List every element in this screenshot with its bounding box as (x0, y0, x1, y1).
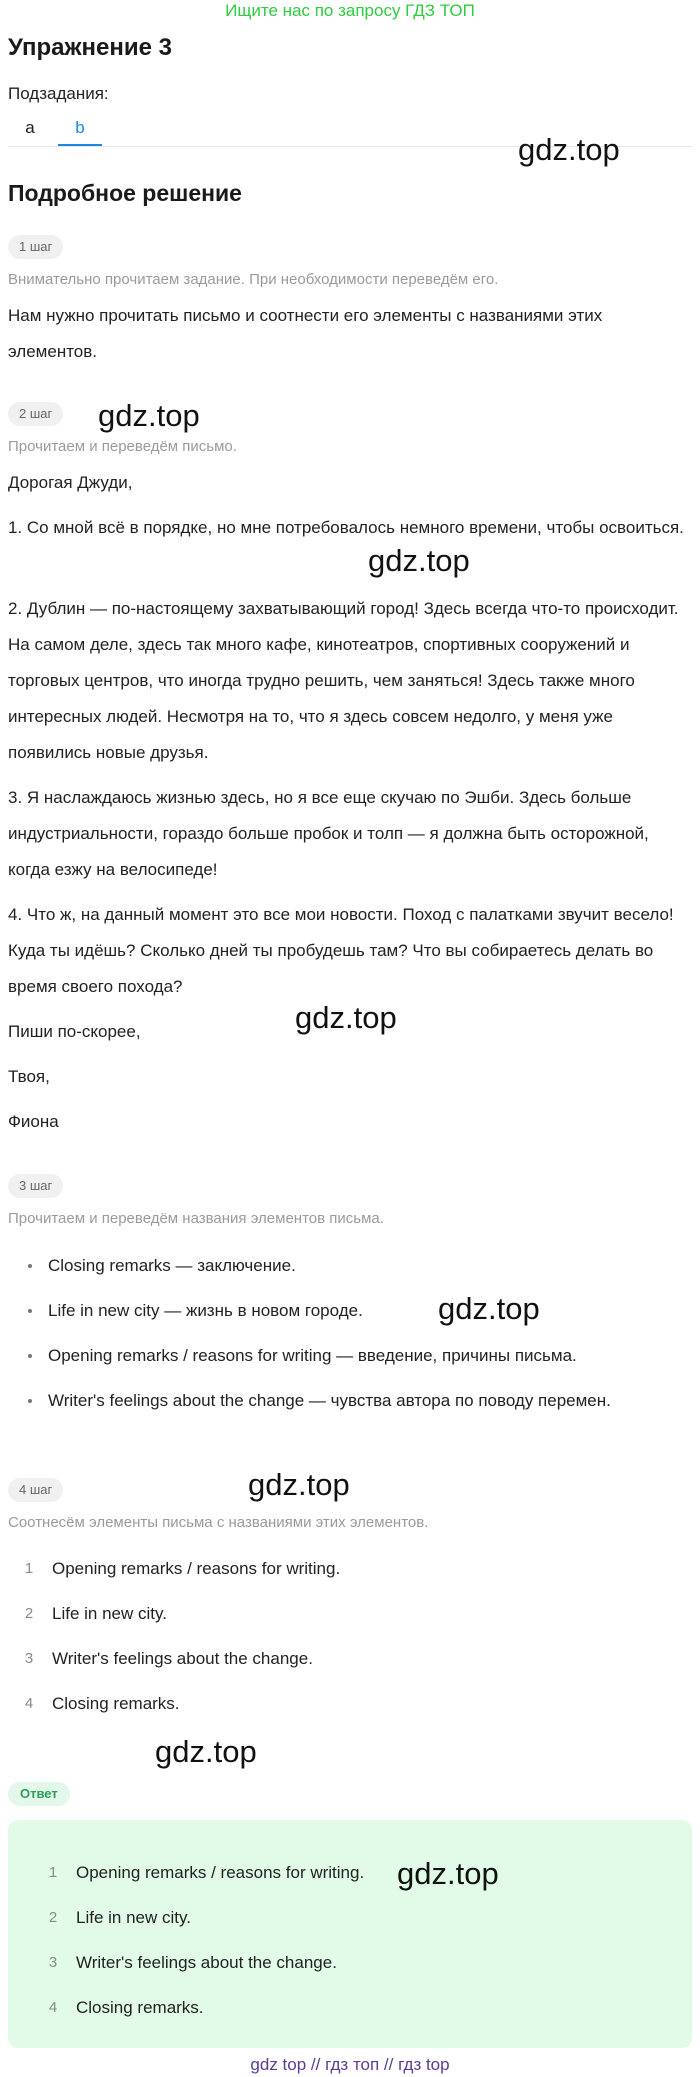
watermark: gdz.top (397, 1856, 499, 1891)
watermark: gdz.top (248, 1467, 350, 1502)
letter-paragraph-2: 2. Дублин — по-настоящему захватывающий город! Здесь всегда что-то происходит. На самом деле, здесь так много кафе, кинотеатров, спортивных сооружений и торговых центров, что иногда трудно решить, чем заняться! Здесь также много интересных людей. Несмотря на то, что я здесь совсем недолго, у меня уже появились новые друзья. (8, 599, 679, 762)
step-1-hint: Внимательно прочитаем задание. При необходимости переведём его. (8, 271, 499, 288)
item-number: 1 (48, 1864, 58, 1881)
step-2-hint: Прочитаем и переведём письмо. (8, 438, 237, 455)
item-number: 1 (24, 1560, 34, 1577)
exercise-title: Упражнение 3 (8, 34, 172, 61)
step-1-badge: 1 шаг (8, 235, 63, 259)
item-text: Closing remarks. (76, 1998, 204, 2017)
list-item (22, 1636, 662, 1681)
step-4-hint: Соотнесём элементы письма с названиями этих элементов. (8, 1514, 429, 1531)
letter-paragraph-4: 4. Что ж, на данный момент это все мои новости. Поход с палатками звучит весело! Куда ты идёшь? Сколько дней ты пробудешь там? Что вы собираетесь делать во время своего похода? (8, 905, 674, 996)
item-number: 4 (24, 1695, 34, 1712)
step-1-text: Нам нужно прочитать письмо и соотнести его элементы с названиями этих элементов. (8, 306, 603, 361)
search-banner: Ищите нас по запросу ГДЗ ТОП (225, 1, 475, 20)
item-number: 4 (48, 1999, 58, 2016)
list-item (22, 1546, 662, 1591)
answer-list (46, 1850, 686, 2030)
item-text: Closing remarks. (52, 1694, 180, 1713)
letter-greeting: Дорогая Джуди, (8, 473, 133, 492)
step-3-hint: Прочитаем и переведём названия элементов письма. (8, 1210, 384, 1227)
step-2-badge: 2 шаг (8, 402, 63, 426)
list-item (46, 1940, 686, 1985)
item-text: Life in new city. (52, 1604, 167, 1623)
list-item (46, 1895, 686, 1940)
item-number: 3 (24, 1650, 34, 1667)
item-text: Writer's feelings about the change. (52, 1649, 313, 1668)
list-item: Closing remarks — заключение. (8, 1243, 688, 1288)
item-text: Opening remarks / reasons for writing. (52, 1559, 341, 1578)
list-item (22, 1591, 662, 1636)
footer-links[interactable]: gdz top // гдз топ // гдз top (250, 2055, 450, 2074)
item-text: Writer's feelings about the change. (76, 1953, 337, 1972)
list-item: Life in new city — жизнь в новом городе. (8, 1288, 688, 1333)
list-item: Opening remarks / reasons for writing — введение, причины письма. (8, 1333, 688, 1378)
subtasks-label: Подзадания: (8, 84, 109, 103)
letter-paragraph-1: 1. Со мной всё в порядке, но мне потребовалось немного времени, чтобы освоиться. (8, 518, 684, 537)
list-item (46, 1985, 686, 2030)
step-4-badge: 4 шаг (8, 1478, 63, 1502)
solution-title: Подробное решение (8, 180, 242, 206)
watermark: gdz.top (98, 398, 200, 433)
watermark: gdz.top (438, 1291, 540, 1326)
item-text: Opening remarks / reasons for writing. (76, 1863, 365, 1882)
letter-paragraph-3: 3. Я наслаждаюсь жизнью здесь, но я все еще скучаю по Эшби. Здесь больше индустриальности, гораздо больше пробок и толп — я должна быть осторожной, когда езжу на велосипеде! (8, 788, 649, 879)
item-number: 2 (24, 1605, 34, 1622)
tab-b[interactable]: b (58, 112, 102, 146)
watermark: gdz.top (368, 543, 470, 578)
item-text: Life in new city. (76, 1908, 191, 1927)
tab-a[interactable]: a (25, 118, 35, 137)
answer-box (8, 1820, 692, 2048)
list-item: Writer's feelings about the change — чувства автора по поводу перемен. (8, 1378, 688, 1423)
item-number: 2 (48, 1909, 58, 1926)
list-item (22, 1681, 662, 1726)
letter-signature: Фиона (8, 1112, 59, 1131)
watermark: gdz.top (295, 1000, 397, 1035)
watermark: gdz.top (518, 132, 620, 167)
element-names-list (8, 1243, 688, 1423)
letter-closing: Пиши по-скорее, (8, 1022, 141, 1041)
step-3-badge: 3 шаг (8, 1174, 63, 1198)
matching-list (22, 1546, 662, 1726)
watermark: gdz.top (155, 1734, 257, 1769)
letter-sign-off: Твоя, (8, 1067, 50, 1086)
item-number: 3 (48, 1954, 58, 1971)
list-item (46, 1850, 686, 1895)
answer-badge: Ответ (8, 1782, 70, 1806)
